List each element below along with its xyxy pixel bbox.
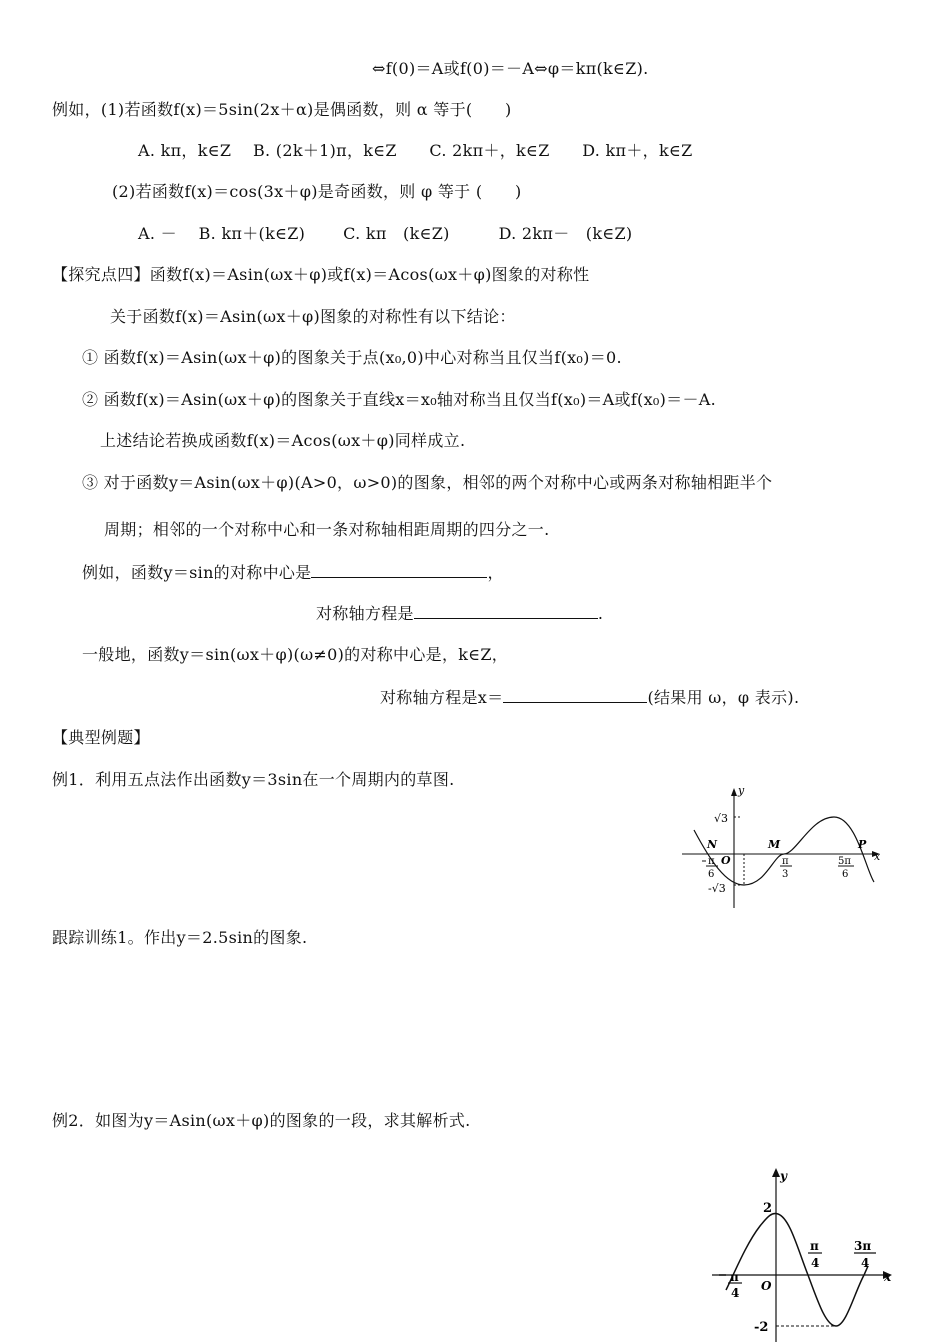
fig1-y-top-label: √3 (714, 812, 729, 825)
conclusion-3-cont: 周期；相邻的一个对称中心和一条对称轴相距周期的四分之一. (104, 520, 550, 539)
fig2-x-right-num: 3π (854, 1239, 872, 1253)
fig1-x-right-den: 6 (842, 869, 849, 880)
fig1-x-label: x (874, 850, 881, 863)
fig1-origin-label: O (721, 854, 731, 867)
fig1-y-label: y (738, 784, 745, 797)
fig2-y-label: y (780, 1169, 787, 1183)
conclusion-2: ② 函数f(x)＝Asin(ωx＋φ)的图象关于直线x＝x₀轴对称当且仅当f(x₀)＝A或f(x₀)＝－A. (82, 390, 717, 409)
example-axis-text: 对称轴方程是 (316, 604, 414, 623)
fig1-x-mid-num: π (782, 856, 789, 867)
fig1-x-right-num: 5π (838, 856, 851, 867)
figure-2-graph (706, 1162, 906, 1342)
general-axis-text: 对称轴方程是x＝ (380, 688, 504, 707)
fig2-x-mid-num: π (810, 1239, 819, 1253)
example-axis-line (316, 603, 603, 624)
fig1-point-n: N (707, 838, 718, 851)
fig1-point-p: P (858, 838, 867, 851)
axis-answer-blank[interactable] (414, 603, 598, 619)
fig2-x-mid-den: 4 (811, 1256, 820, 1270)
fig2-origin-label: O (761, 1279, 772, 1293)
fig1-y-arrow (731, 788, 737, 796)
fig2-x-right-den: 4 (861, 1256, 870, 1270)
typical-examples-heading: 【典型例题】 (52, 728, 150, 747)
example-1-title: 例1．利用五点法作出函数y＝3sin在一个周期内的草图. (52, 770, 455, 789)
example-2-title: 例2．如图为y＝Asin(ωx＋φ)的图象的一段，求其解析式. (52, 1111, 471, 1130)
example-center-comma: ， (487, 563, 504, 582)
fig2-y-bottom-label: -2 (754, 1320, 769, 1335)
general-axis-note: (结果用 ω，φ 表示). (647, 688, 800, 707)
fig1-x-mid-den: 3 (782, 869, 789, 880)
fig2-x-neg-den: 4 (731, 1286, 740, 1300)
center-answer-blank[interactable] (311, 562, 487, 578)
fig2-x-neg-num: π (730, 1270, 739, 1284)
example-2-options: A. － B. kπ＋(k∈Z) C. kπ (k∈Z) D. 2kπ－ (k∈Z) (138, 224, 633, 243)
fig1-x-neg-num: π (708, 856, 715, 867)
fig1-y-bottom-label: -√3 (708, 882, 726, 895)
example-axis-period: . (597, 604, 604, 623)
example-center-text: 例如，函数y＝sin的对称中心是 (82, 563, 312, 582)
conclusion-3: ③ 对于函数y＝Asin(ωx＋φ)(A>0，ω>0)的图象，相邻的两个对称中心或两条对称轴相距半个 (82, 473, 773, 492)
practice-1-title: 跟踪训练1。作出y＝2.5sin的图象. (52, 928, 308, 947)
example-center-line (82, 562, 504, 583)
figure-1-graph (676, 782, 896, 914)
section-heading-4: 【探究点四】函数f(x)＝Asin(ωx＋φ)或f(x)＝Acos(ωx＋φ)图象的对称性 (52, 265, 590, 284)
example-2-question: (2)若函数f(x)＝cos(3x＋φ)是奇函数，则 φ 等于 ( ) (112, 182, 522, 201)
general-axis-line (380, 687, 799, 708)
conclusion-intro: 关于函数f(x)＝Asin(ωx＋φ)图象的对称性有以下结论： (110, 307, 516, 326)
example-1-options: A. kπ，k∈Z B. (2k＋1)π，k∈Z C. 2kπ＋，k∈Z D. kπ＋，k∈Z (138, 141, 693, 160)
conclusion-1: ① 函数f(x)＝Asin(ωx＋φ)的图象关于点(x₀,0)中心对称当且仅当f(x₀)＝0. (82, 348, 622, 367)
line-equivalence: ⇔f(0)＝A或f(0)＝－A⇔φ＝kπ(k∈Z). (372, 59, 649, 78)
fig2-x-label: x (884, 1270, 892, 1284)
example-1-question: 例如，(1)若函数f(x)＝5sin(2x＋α)是偶函数，则 α 等于( ) (52, 100, 512, 119)
general-axis-blank[interactable] (503, 687, 647, 703)
conclusion-cos-note: 上述结论若换成函数f(x)＝Acos(ωx＋φ)同样成立. (100, 431, 466, 450)
general-center: 一般地，函数y＝sin(ωx＋φ)(ω≠0)的对称中心是，k∈Z， (82, 645, 509, 664)
fig2-y-arrow (772, 1168, 780, 1177)
fig1-point-m: M (768, 838, 781, 851)
fig2-y-top-label: 2 (763, 1201, 773, 1216)
fig2-sine-curve (726, 1214, 868, 1327)
fig1-x-neg-den: 6 (708, 869, 715, 880)
